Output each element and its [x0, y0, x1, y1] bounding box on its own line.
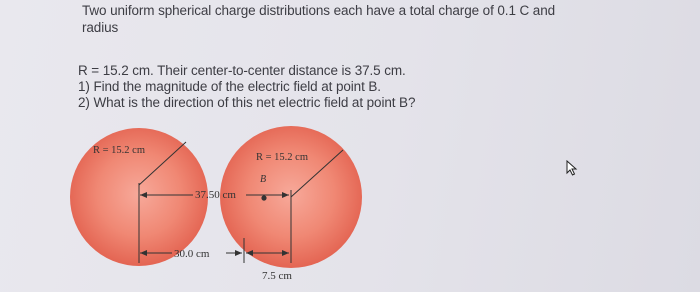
point-b-dot — [261, 195, 266, 200]
problem-line-2: radius — [82, 20, 119, 35]
question-2: 2) What is the direction of this net electric field at point B? — [78, 95, 416, 110]
bottom-distance-label: 30.0 cm — [174, 248, 210, 260]
question-1: 1) Find the magnitude of the electric field at point B. — [78, 79, 381, 94]
left-radius-label: R = 15.2 cm — [93, 145, 146, 156]
point-b-label: B — [260, 174, 267, 185]
mouse-pointer-icon — [566, 160, 580, 178]
center-distance-label: 37.50 cm — [195, 189, 236, 201]
problem-line-3: R = 15.2 cm. Their center-to-center distance is 37.5 cm. — [78, 63, 406, 78]
right-radius-label: R = 15.2 cm — [256, 152, 309, 163]
small-distance-label: 7.5 cm — [262, 270, 292, 282]
problem-line-1: Two uniform spherical charge distributions each have a total charge of 0.1 C and — [82, 3, 556, 18]
